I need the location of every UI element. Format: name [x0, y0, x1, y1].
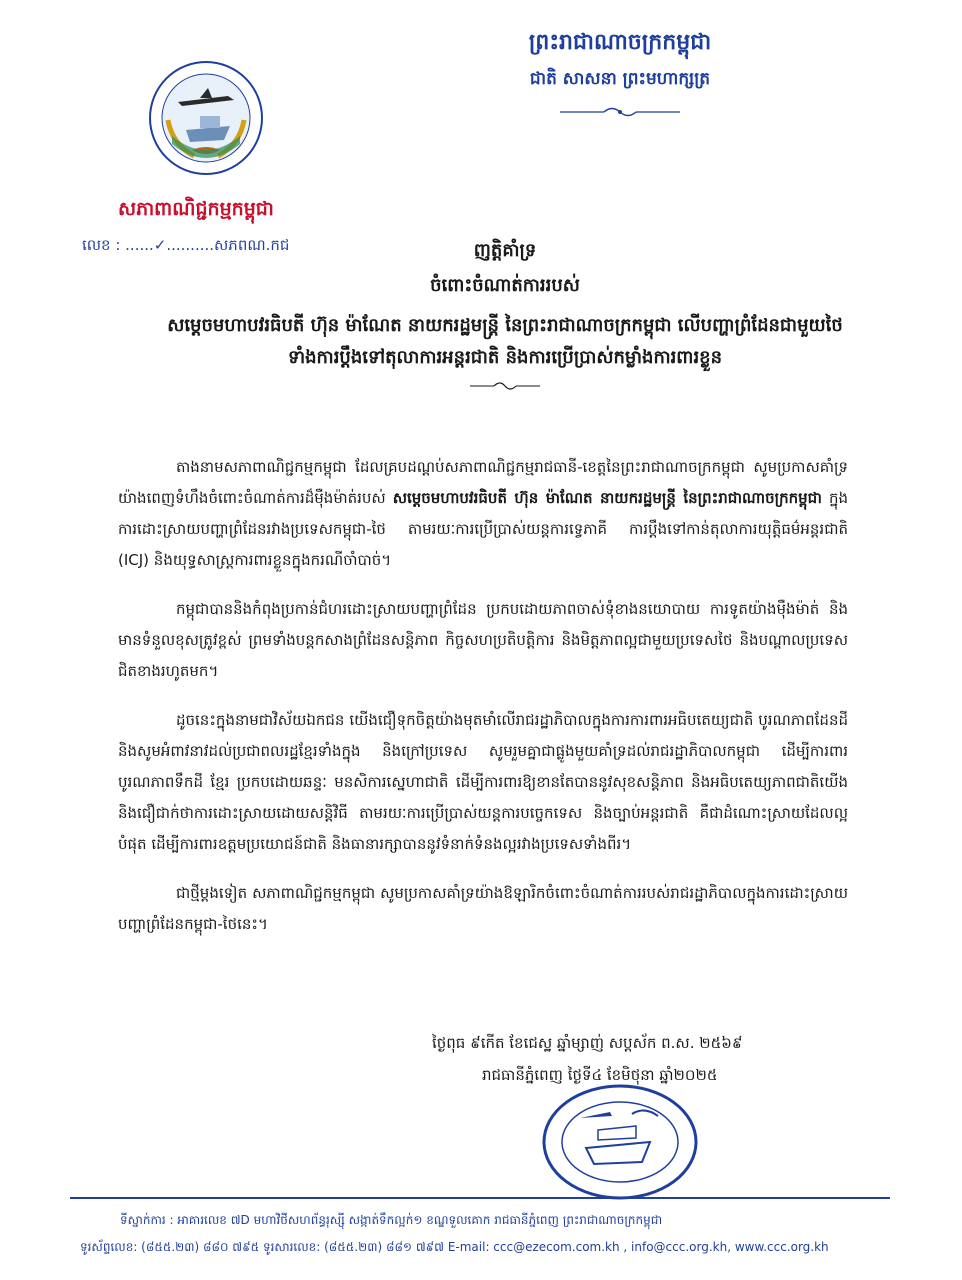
letter-body [118, 452, 848, 958]
org-name: សភាពាណិជ្ជកម្មកម្ពុជា [118, 198, 274, 220]
lunar-date: ថ្ងៃពុធ ៩កើត ខែជេស្ឋ ឆ្នាំម្សាញ់ សប្តស័ក ព.ស. ២៥៦៩ [432, 1034, 743, 1052]
pm-name: សម្តេចមហាបវរធិបតី ហ៊ុន ម៉ាណែត នាយករដ្ឋមន្ត្រី នៃព្រះរាជាណាចក្រកម្ពុជា [392, 489, 822, 507]
paragraph-4: ជាថ្មីម្តងទៀត សភាពាណិជ្ជកម្មកម្ពុជា សូមប្រកាសគាំទ្រយ៉ាងឱឡារិកចំពោះចំណាត់ការរបស់រាជរដ្ឋាភិបាលក្នុងការដោះស្រាយបញ្ហាព្រំដែនកម្ពុជា-ថៃនេះ។ [118, 884, 848, 933]
paragraph-3: ដូចនេះក្នុងនាមជាវិស័យឯកជន យើងជឿទុកចិត្តយ៉ាងមុតមាំលើរាជរដ្ឋាភិបាលក្នុងការការពារអធិបតេយ្យជាតិ បូរណភាពដែនដី និងសូមអំពាវនាវដល់ប្រជាពលរដ្ឋខ្មែរទាំងក្នុង និងក្រៅប្រទេស សូមរួមគ្នាជាផ្លូងមួយគាំទ្រដល់រាជរដ្ឋាភិបាលកម្ពុជា ដើម្បីការពារបូរណភាពទឹកដី ខ្មែរ ប្រកបដោយឆន្ទៈ មនសិការស្នេហាជាតិ ដើម្បីការពារឱ្យខានតែបាននូវសុខសន្តិភាព និងអធិបតេយ្យភាពជាតិយើង និងជឿជាក់ថាការដោះស្រាយដោយសន្តិវិធី តាមរយៈការប្រើប្រាស់យន្តការបច្ចេកទេស និងច្បាប់អន្តរជាតិ គឺជាដំណោះស្រាយដែលល្អបំផុត ដើម្បីការពារឧត្តមប្រយោជន៍ជាតិ និងធានារក្សាបាននូវទំនាក់ទំនងល្អរវាងប្រទេសទាំងពីរ។ [118, 711, 848, 853]
title-block [160, 238, 850, 392]
kingdom-title: ព្រះរាជាណាចក្រកម្ពុជា [528, 29, 712, 55]
official-seal-icon [540, 1082, 700, 1200]
reference-number: លេខ : ......✓..........សភពណ.កជ [82, 236, 290, 254]
kingdom-header [470, 28, 770, 119]
footer-divider [70, 1197, 890, 1199]
footer-contact: ទូរស័ព្ទលេខ: (៨៥៥.២៣) ៨៨០ ៧៩៥ ទូរសារលេខ: (៨៥៥.២៣) ៨៨១ ៧៩៧ E-mail: ccc@ezecom.com.kh , info@ccc.org.kh, www.ccc.org.kh [80, 1240, 829, 1254]
footer-address: ទីស្នាក់ការ : អាគារលេខ ៧D មហាវិថីសហព័ន្ធរុស្ស៊ី សង្កាត់ទឹកល្អក់១ ខណ្ឌទួលគោក រាជធានីភ្នំពេញ ព្រះរាជាណាចក្រកម្ពុជា [120, 1213, 663, 1227]
chamber-logo-icon [148, 60, 264, 176]
title-main: សម្តេចមហាបវរធិបតី ហ៊ុន ម៉ាណែត នាយករដ្ឋមន្ត្រី នៃព្រះរាជាណាចក្រកម្ពុជា លើបញ្ហាព្រំដែនជាមួយថៃ ទាំងការប្តឹងទៅតុលាការអន្តរជាតិ និងការប្រើប្រាស់កម្លាំងការពារខ្លួន [167, 315, 843, 368]
title-subject: ចំពោះចំណាត់ការរបស់ [430, 275, 580, 296]
title-petition: ញត្តិគាំទ្រ [473, 240, 537, 261]
paragraph-2: កម្ពុជាបាននិងកំពុងប្រកាន់ជំហរដោះស្រាយបញ្ហាព្រំដែន ប្រកបដោយភាពចាស់ទុំខាងនយោបាយ ការទូតយ៉ាងម៉ឺងម៉ាត់ និងមានទំនួលខុសត្រូវខ្ពស់ ព្រមទាំងបន្តកសាងព្រំដែនសន្តិភាព កិច្ចសហប្រតិបត្តិការ និងមិត្តភាពល្អជាមួយប្រទេសថៃ និងបណ្តាលប្រទេសជិតខាងរហូតមក។ [118, 600, 848, 680]
kingdom-motto: ជាតិ សាសនា ព្រះមហាក្សត្រ [529, 69, 711, 89]
paragraph-1: តាងនាមសភាពាណិជ្ជកម្មកម្ពុជា ដែលគ្របដណ្តប់សភាពាណិជ្ជកម្មរាជធានី-ខេត្តនៃព្រះរាជាណាចក្រកម្ពុជា សូមប្រកាសគាំទ្រយ៉ាងពេញទំហឹងចំពោះចំណាត់ការដ៏ម៉ឺងម៉ាត់របស់ សម្តេចមហាបវរធិបតី ហ៊ុន ម៉ាណែត នាយករដ្ឋមន្ត្រី នៃព្រះរាជាណាចក្រកម្ពុជា ក្នុងការដោះស្រាយបញ្ហាព្រំដែនរវាងប្រទេសកម្ពុជា-ថៃ តាមរយៈការប្រើប្រាស់យន្តការទ្វេភាគី ការប្តឹងទៅកាន់តុលាការយុត្តិធម៌អន្តរជាតិ (ICJ) និងយុទ្ធសាស្ត្រការពារខ្លួនក្នុងករណីចាំបាច់។ [118, 458, 848, 569]
ornament-divider-icon [470, 105, 770, 119]
solar-date: រាជធានីភ្នំពេញ ថ្ងៃទី៤ ខែមិថុនា ឆ្នាំ២០២៥ [482, 1066, 718, 1084]
ornament-divider-icon [160, 380, 850, 392]
